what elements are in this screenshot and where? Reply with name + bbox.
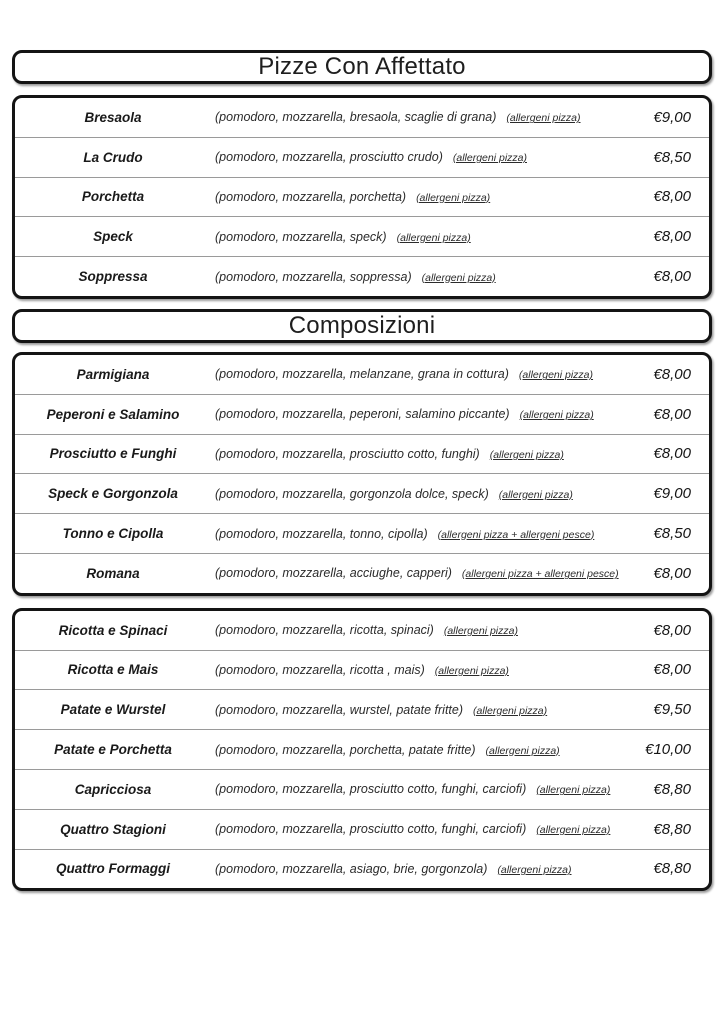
item-price: €8,00 <box>653 564 691 582</box>
allergen-link[interactable]: (allergeni pizza) <box>452 152 527 165</box>
menu-item-row <box>15 849 709 889</box>
item-name: Parmigiana <box>76 366 150 382</box>
menu-item-row <box>15 729 709 769</box>
item-description-wrap <box>203 780 653 798</box>
item-description: (pomodoro, mozzarella, ricotta, spinaci) <box>215 623 434 638</box>
item-description-wrap <box>203 108 653 126</box>
allergen-link[interactable]: (allergeni pizza) <box>434 664 509 677</box>
item-description-wrap <box>203 485 653 503</box>
menu-item-row <box>15 177 709 217</box>
section-title-box-pizze-con-affettato <box>12 50 712 84</box>
allergen-link[interactable]: (allergeni pizza) <box>489 448 564 461</box>
menu-items-box-affettato <box>12 95 712 299</box>
item-description: (pomodoro, mozzarella, prosciutto cotto, funghi) <box>215 446 480 461</box>
item-description-wrap <box>203 525 653 543</box>
item-description-wrap <box>203 405 653 423</box>
item-description-wrap <box>203 188 653 206</box>
menu-item-row <box>15 611 709 650</box>
allergen-link[interactable]: (allergeni pizza) <box>536 784 611 797</box>
item-price: €8,80 <box>653 780 691 798</box>
item-price: €8,00 <box>653 365 691 383</box>
item-description-wrap <box>203 564 653 582</box>
allergen-link[interactable]: (allergeni pizza) <box>485 744 560 757</box>
item-price: €10,00 <box>645 741 691 759</box>
item-description: (pomodoro, mozzarella, peperoni, salamino piccante) <box>215 407 510 422</box>
menu-item-row <box>15 513 709 553</box>
menu-item-row <box>15 553 709 593</box>
item-price: €8,00 <box>653 661 691 679</box>
section-title-box-composizioni <box>12 309 712 343</box>
item-price: €8,00 <box>653 445 691 463</box>
allergen-link[interactable]: (allergeni pizza) <box>421 271 496 284</box>
allergen-link[interactable]: (allergeni pizza) <box>396 231 471 244</box>
item-description-wrap <box>203 228 653 246</box>
item-description: (pomodoro, mozzarella, wurstel, patate fritte) <box>215 702 464 717</box>
item-description: (pomodoro, mozzarella, soppressa) <box>215 269 412 284</box>
item-description-wrap <box>203 661 653 679</box>
item-description: (pomodoro, mozzarella, porchetta) <box>215 189 407 204</box>
item-price: €9,50 <box>653 701 691 719</box>
menu-items-box-composizioni-2 <box>12 608 712 892</box>
item-name: Soppressa <box>78 269 148 285</box>
item-name: Ricotta e Spinaci <box>58 622 168 638</box>
section-title: Pizze Con Affettato <box>258 53 466 80</box>
item-description-wrap <box>203 621 653 639</box>
item-name: Patate e Wurstel <box>60 702 166 718</box>
item-description: (pomodoro, mozzarella, acciughe, capperi) <box>215 566 452 581</box>
allergen-link[interactable]: (allergeni pizza) <box>519 409 594 422</box>
item-description-wrap <box>203 445 653 463</box>
item-description-wrap <box>203 268 653 286</box>
menu-item-row <box>15 650 709 690</box>
item-description: (pomodoro, mozzarella, tonno, cipolla) <box>215 526 428 541</box>
item-name: Speck e Gorgonzola <box>48 486 178 502</box>
item-price: €8,80 <box>653 820 691 838</box>
allergen-link[interactable]: (allergeni pizza) <box>416 191 491 204</box>
menu-item-row <box>15 355 709 394</box>
item-name: Quattro Formaggi <box>56 861 170 877</box>
item-description: (pomodoro, mozzarella, prosciutto cotto, funghi, carciofi) <box>215 822 527 837</box>
item-description-wrap <box>203 741 645 759</box>
item-name: Porchetta <box>81 189 145 205</box>
item-description: (pomodoro, mozzarella, asiago, brie, gorgonzola) <box>215 861 488 876</box>
item-price: €8,00 <box>653 228 691 246</box>
item-price: €8,80 <box>653 860 691 878</box>
item-price: €8,50 <box>653 525 691 543</box>
item-description: (pomodoro, mozzarella, bresaola, scaglie di grana) <box>215 110 497 125</box>
item-name: Capricciosa <box>74 781 152 797</box>
allergen-link[interactable]: (allergeni pizza) <box>536 824 611 837</box>
item-description-wrap <box>203 820 653 838</box>
menu-item-row <box>15 137 709 177</box>
item-price: €9,00 <box>653 485 691 503</box>
item-description-wrap <box>203 148 653 166</box>
menu-item-row <box>15 216 709 256</box>
menu-item-row <box>15 256 709 296</box>
item-price: €8,00 <box>653 621 691 639</box>
allergen-link[interactable]: (allergeni pizza + allergeni pesce) <box>437 528 595 541</box>
item-description: (pomodoro, mozzarella, ricotta , mais) <box>215 662 425 677</box>
section-title: Composizioni <box>288 311 436 339</box>
item-name: La Crudo <box>83 149 143 165</box>
item-name: Romana <box>86 565 140 581</box>
allergen-link[interactable]: (allergeni pizza) <box>498 488 573 501</box>
allergen-link[interactable]: (allergeni pizza) <box>518 369 594 382</box>
menu-item-row <box>15 769 709 809</box>
item-name: Peperoni e Salamino <box>46 406 180 422</box>
menu-item-row <box>15 434 709 474</box>
menu-item-row <box>15 809 709 849</box>
item-name: Bresaola <box>84 109 142 125</box>
item-description: (pomodoro, mozzarella, porchetta, patate fritte) <box>215 742 476 757</box>
menu-item-row <box>15 98 709 137</box>
allergen-link[interactable]: (allergeni pizza) <box>497 863 572 876</box>
item-description: (pomodoro, mozzarella, gorgonzola dolce, speck) <box>215 486 489 501</box>
item-description: (pomodoro, mozzarella, speck) <box>215 229 387 244</box>
item-name: Quattro Stagioni <box>60 821 166 837</box>
item-price: €8,00 <box>653 405 691 423</box>
item-name: Ricotta e Mais <box>67 662 159 678</box>
item-description: (pomodoro, mozzarella, prosciutto crudo) <box>215 150 443 165</box>
item-name: Tonno e Cipolla <box>62 526 164 542</box>
item-price: €8,00 <box>653 268 691 286</box>
item-description-wrap <box>203 365 653 383</box>
item-description: (pomodoro, mozzarella, melanzane, grana in cottura) <box>215 367 509 382</box>
allergen-link[interactable]: (allergeni pizza + allergeni pesce) <box>461 568 619 581</box>
menu-item-row <box>15 394 709 434</box>
item-price: €8,00 <box>653 188 691 206</box>
item-price: €8,50 <box>653 148 691 166</box>
item-description-wrap <box>203 860 653 878</box>
item-price: €9,00 <box>653 108 691 126</box>
menu-items-box-composizioni-1 <box>12 352 712 596</box>
menu-item-row <box>15 473 709 513</box>
allergen-link[interactable]: (allergeni pizza) <box>443 625 518 638</box>
item-description: (pomodoro, mozzarella, prosciutto cotto, funghi, carciofi) <box>215 782 527 797</box>
item-name: Prosciutto e Funghi <box>49 446 177 462</box>
allergen-link[interactable]: (allergeni pizza) <box>473 704 548 717</box>
item-description-wrap <box>203 701 653 719</box>
item-name: Patate e Porchetta <box>54 742 172 758</box>
menu-item-row <box>15 689 709 729</box>
item-name: Speck <box>93 229 133 245</box>
allergen-link[interactable]: (allergeni pizza) <box>506 112 581 125</box>
